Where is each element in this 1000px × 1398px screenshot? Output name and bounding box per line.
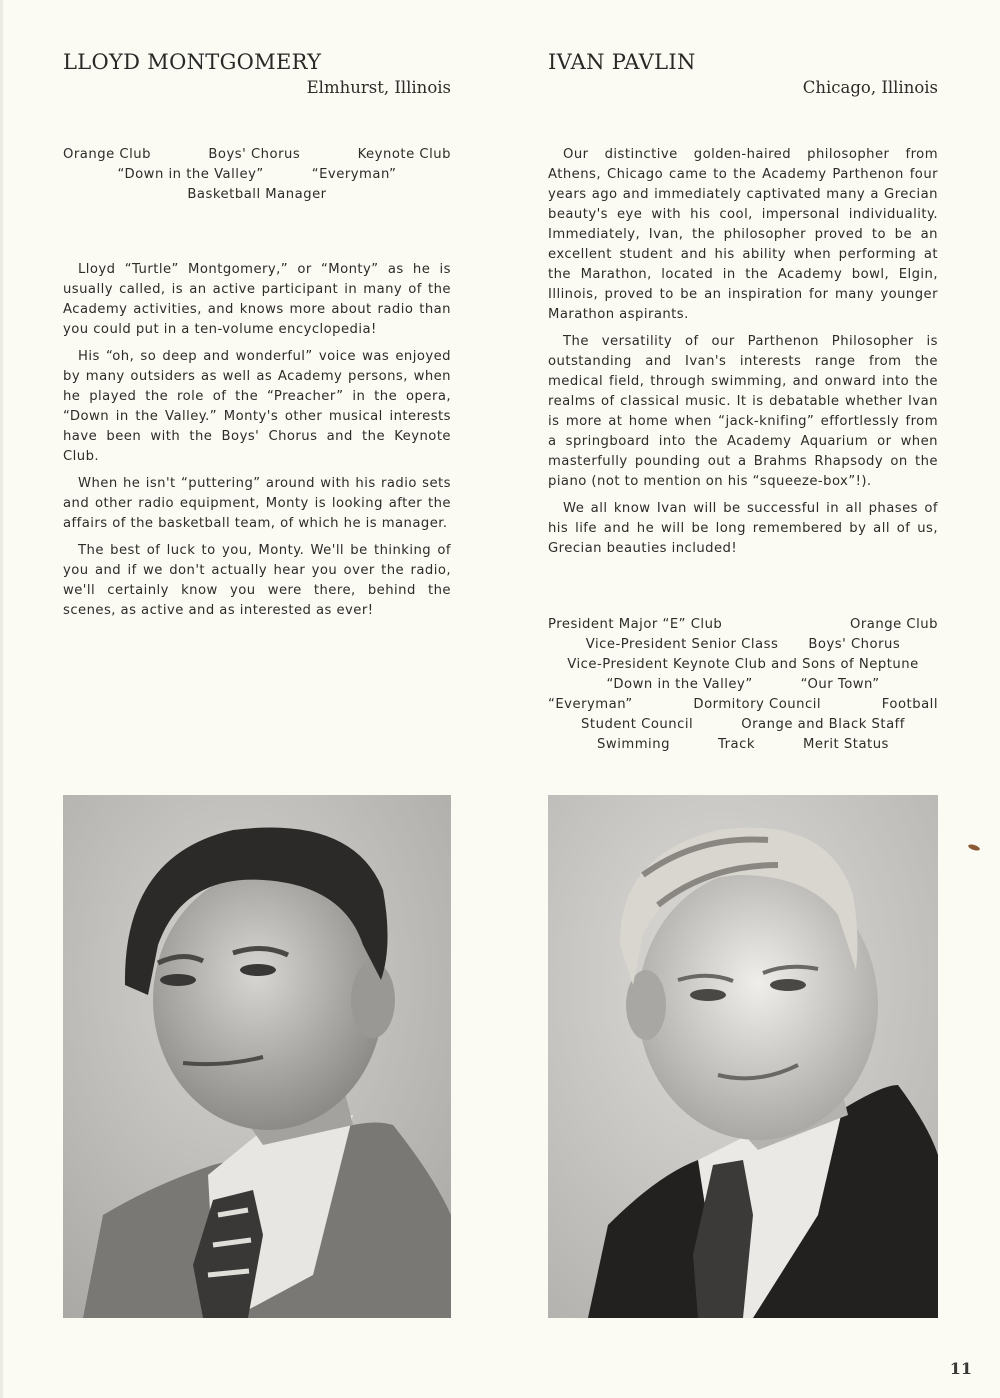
activities-row	[548, 715, 938, 735]
activities-row	[63, 145, 451, 165]
activity: Football	[881, 697, 938, 712]
activities-row	[548, 675, 938, 695]
activity: President Major “E” Club	[548, 617, 723, 632]
activity: Keynote Club	[357, 147, 451, 162]
activities-row	[63, 185, 451, 205]
activities-list	[548, 615, 938, 755]
activity: Vice-President Senior Class	[585, 637, 779, 652]
activities-row	[548, 615, 938, 635]
activity: Merit Status	[802, 737, 889, 752]
bio-paragraph: The best of luck to you, Monty. We'll be thinking of you and if we don't actually hear you over the radio, we'll certainly know you were there, behind the scenes, as active and as interested as ever!	[63, 543, 451, 618]
activity: “Down in the Valley”	[606, 677, 753, 692]
student-biography	[548, 145, 938, 566]
portrait-photo-dark-hair-icon	[63, 795, 451, 1318]
page-number: 11	[949, 1359, 972, 1378]
bio-paragraph: When he isn't “puttering” around with his radio sets and other radio equipment, Monty is looking after the affairs of the basketball team, of which he is manager.	[63, 476, 451, 531]
activity: Orange Club	[849, 617, 938, 632]
student-name: IVAN PAVLIN	[548, 50, 696, 74]
activity: Boys' Chorus	[208, 147, 301, 162]
activity: Basketball Manager	[187, 187, 327, 202]
activity: Dormitory Council	[693, 697, 822, 712]
bio-paragraph: The versatility of our Parthenon Philosopher is outstanding and Ivan's interests range from the medical field, through swimming, and onward into the realms of classical music. It is debatable whether Ivan is more at home when “jack-knifing” effortlessly from a springboard into the Academy Aquarium or when masterfully pounding out a Brahms Rhapsody on the piano (not to mention on his “squeeze-box”!).	[548, 334, 938, 489]
student-biography	[63, 260, 451, 628]
portrait-photo-montgomery	[63, 795, 451, 1318]
activity: “Everyman”	[311, 167, 397, 182]
page-edge	[0, 0, 3, 1398]
activity: Orange Club	[63, 147, 152, 162]
activities-row	[548, 735, 938, 755]
activity: Vice-President Keynote Club and Sons of Neptune	[567, 657, 919, 672]
activity: “Our Town”	[800, 677, 880, 692]
activity: Orange and Black Staff	[741, 717, 905, 732]
activities-row	[548, 655, 938, 675]
activity: Boys' Chorus	[808, 637, 901, 652]
activity: Swimming	[597, 737, 670, 752]
activity: Track	[717, 737, 755, 752]
activity: Student Council	[581, 717, 694, 732]
activities-row	[548, 695, 938, 715]
activities-row	[548, 635, 938, 655]
portrait-photo-blond-hair-icon	[548, 795, 938, 1318]
student-hometown: Chicago, Illinois	[802, 78, 938, 97]
activity: “Down in the Valley”	[117, 167, 264, 182]
bio-paragraph: We all know Ivan will be successful in all phases of his life and he will be long remembered by all of us, Grecian beauties included!	[548, 501, 938, 556]
activity: “Everyman”	[548, 697, 633, 712]
portrait-photo-pavlin	[548, 795, 938, 1318]
bio-paragraph: Lloyd “Turtle” Montgomery,” or “Monty” as he is usually called, is an active participant in many of the Academy activities, and knows more about radio than you could put in a ten-volume encyclopedia!	[63, 262, 451, 337]
activities-list	[63, 145, 451, 205]
bio-paragraph: Our distinctive golden-haired philosopher from Athens, Chicago came to the Academy Parthenon four years ago and immediately captivated many a Grecian beauty's eye with his cool, impersonal individuality. Immediately, Ivan, the philosopher proved to be an excellent student and his ability when performing at the Marathon, located in the Academy bowl, Elgin, Illinois, proved to be an inspiration for many younger Marathon aspirants.	[548, 147, 938, 322]
student-hometown: Elmhurst, Illinois	[306, 78, 451, 97]
student-name: LLOYD MONTGOMERY	[63, 50, 322, 74]
bio-paragraph: His “oh, so deep and wonderful” voice was enjoyed by many outsiders as well as Academy persons, when he played the role of the “Preacher” in the opera, “Down in the Valley.” Monty's other musical interests have been with the Boys' Chorus and the Keynote Club.	[63, 349, 451, 464]
activities-row	[63, 165, 451, 185]
ink-smudge	[968, 843, 981, 851]
